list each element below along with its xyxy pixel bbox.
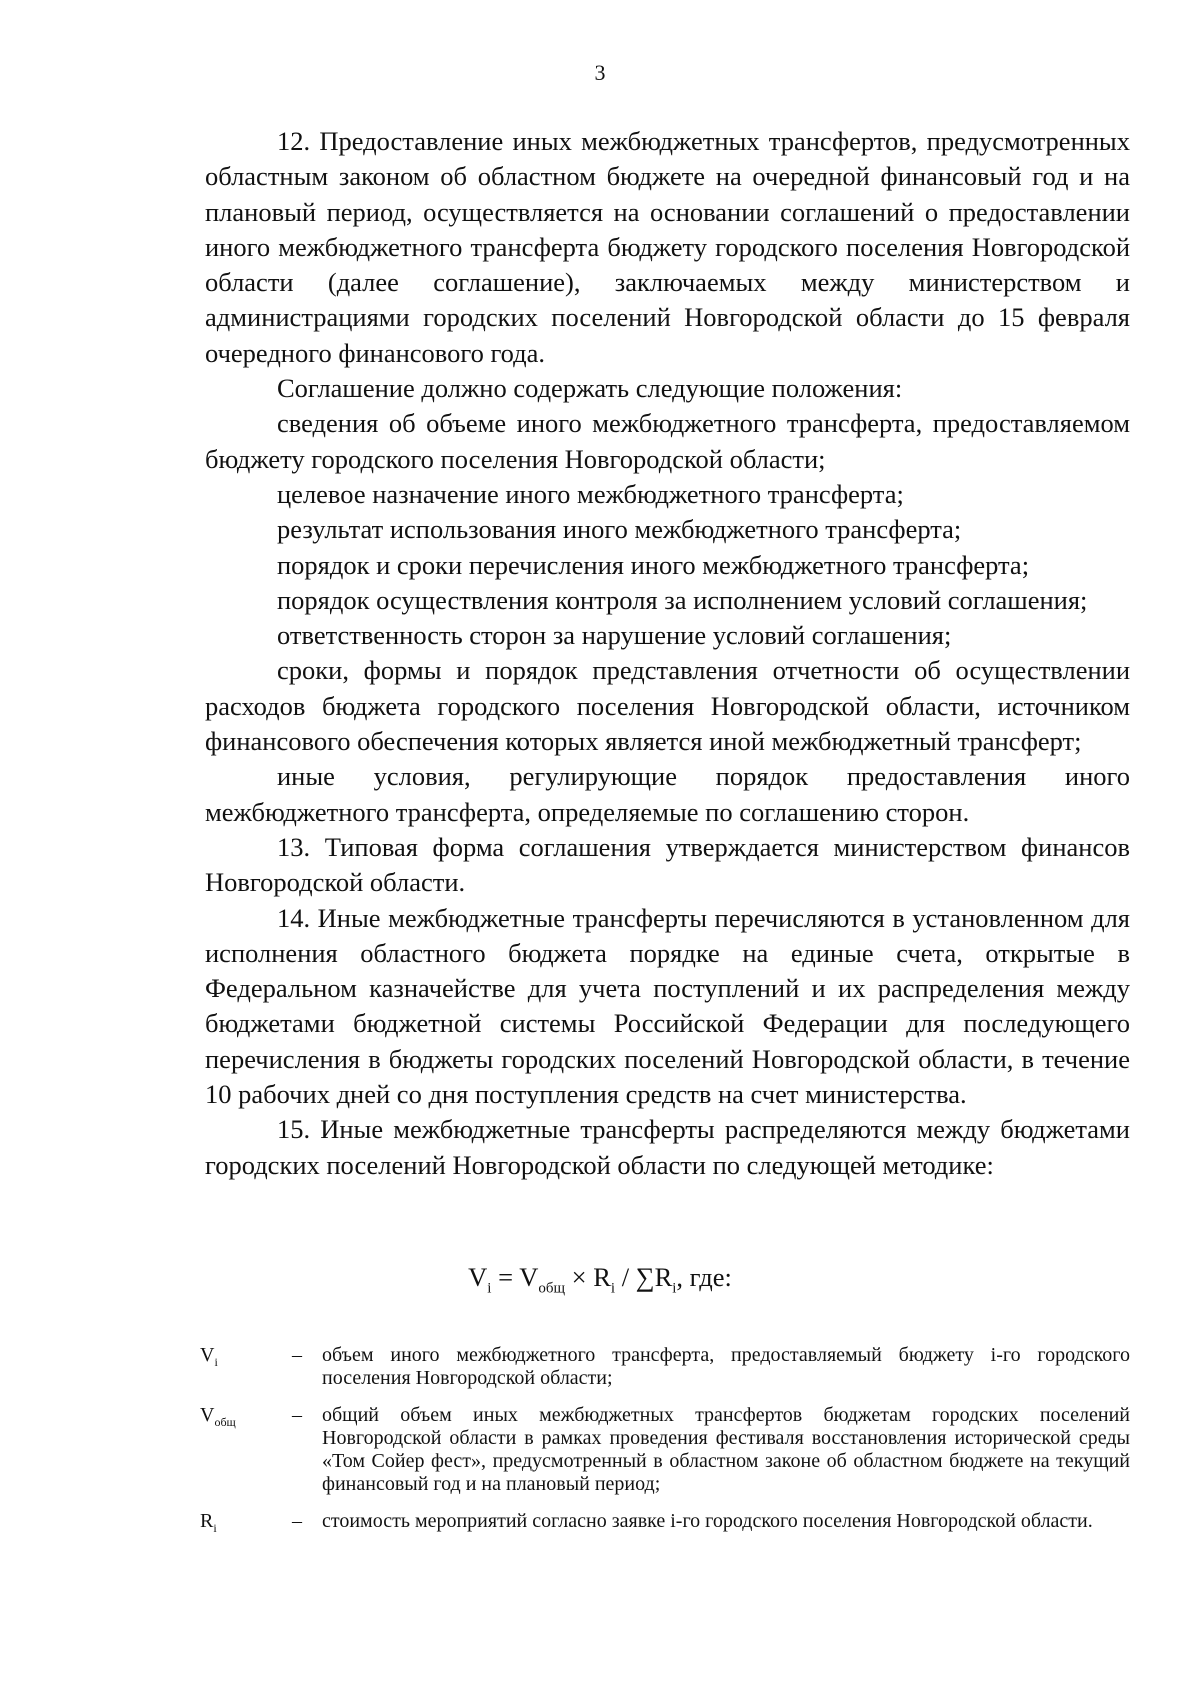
list-item: целевое назначение иного межбюджетного трансферта; (277, 478, 904, 509)
formula-sub-obsh: общ (538, 1280, 566, 1297)
definition-dash: – (292, 1404, 302, 1426)
distribution-formula (0, 1262, 1200, 1297)
paragraph-agreement-intro: Соглашение должно содержать следующие положения: (277, 373, 903, 404)
formula-sub-i: i (487, 1280, 492, 1297)
formula-v: V (468, 1262, 488, 1292)
formula-definitions (200, 1344, 1130, 1554)
definition-row (200, 1344, 1130, 1390)
definition-symbol: $R_i$ (200, 1510, 217, 1535)
paragraph-14: 14. Иные межбюджетные трансферты перечисляются в установленном для исполнения областного бюджета порядке на единые счета, открытые в Федеральном казначействе для учета поступлений и их распределения между бюджетами бюджетной системы Российской Федерации для последующего перечисления в бюджеты городских поселений Новгородской области, в течение 10 рабочих дней со дня поступления средств на счет министерства. (205, 902, 1130, 1110)
paragraph-13: 13. Типовая форма соглашения утверждается министерством финансов Новгородской области. (205, 831, 1130, 898)
list-item: ответственность сторон за нарушение условий соглашения; (277, 620, 952, 651)
formula-times-r: × R (565, 1262, 611, 1292)
page-number: 3 (594, 60, 606, 85)
definition-text: стоимость мероприятий согласно заявке i-го городского поселения Новгородской области. (322, 1510, 1093, 1532)
formula-sub-i: i (672, 1280, 677, 1297)
definition-symbol: $V_{общ}$ (200, 1404, 236, 1429)
formula-equals: = (491, 1262, 520, 1292)
definition-row (200, 1510, 1130, 1540)
list-item: сроки, формы и порядок представления отчетности об осуществлении расходов бюджета городского поселения Новгородской области, источником финансового обеспечения которых является иной межбюджетный трансферт; (205, 655, 1130, 757)
formula-v-total: V (519, 1262, 539, 1292)
definition-text: объем иного межбюджетного трансферта, предоставляемый бюджету i-го городского поселения Новгородской области; (322, 1344, 1130, 1389)
paragraph-15: 15. Иные межбюджетные трансферты распределяются между бюджетами городских поселений Новгородской области по следующей методике: (205, 1114, 1130, 1180)
list-item: результат использования иного межбюджетного трансферта; (277, 514, 962, 545)
definition-dash: – (292, 1344, 302, 1366)
definition-text: общий объем иных межбюджетных трансфертов бюджетам городских поселений Новгородской области в рамках проведения фестиваля восстановления исторической среды «Том Сойер фест», предусмотренный в областном законе об областном бюджете на текущий финансовый год и на плановый период; (322, 1404, 1130, 1495)
list-item: порядок и сроки перечисления иного межбюджетного трансферта; (277, 549, 1030, 580)
body-text (205, 124, 1130, 1183)
definition-dash: – (292, 1510, 302, 1532)
list-item: порядок осуществления контроля за исполнением условий соглашения; (277, 584, 1088, 615)
definition-row (200, 1404, 1130, 1496)
formula-sub-i: i (610, 1280, 616, 1297)
definition-symbol: $V_i$ (200, 1344, 218, 1369)
formula-tail: , где: (676, 1262, 732, 1292)
list-item: иные условия, регулирующие порядок предоставления иного межбюджетного трансферта, определяемые по соглашению сторон. (205, 761, 1130, 827)
paragraph-12: 12. Предоставление иных межбюджетных трансфертов, предусмотренных областным законом об областном бюджете на очередной финансовый год и на плановый период, осуществляется на основании соглашений о предоставлении иного межбюджетного трансферта бюджету городского поселения Новгородской области (далее соглашение), заключаемых между министерством и администрациями городских поселений Новгородской области до 15 февраля очередного финансового года. (205, 126, 1130, 368)
list-item: сведения об объеме иного межбюджетного трансферта, предоставляемом бюджету городского поселения Новгородской области; (205, 408, 1130, 474)
formula-div-sum-r: / ∑R (615, 1262, 673, 1292)
